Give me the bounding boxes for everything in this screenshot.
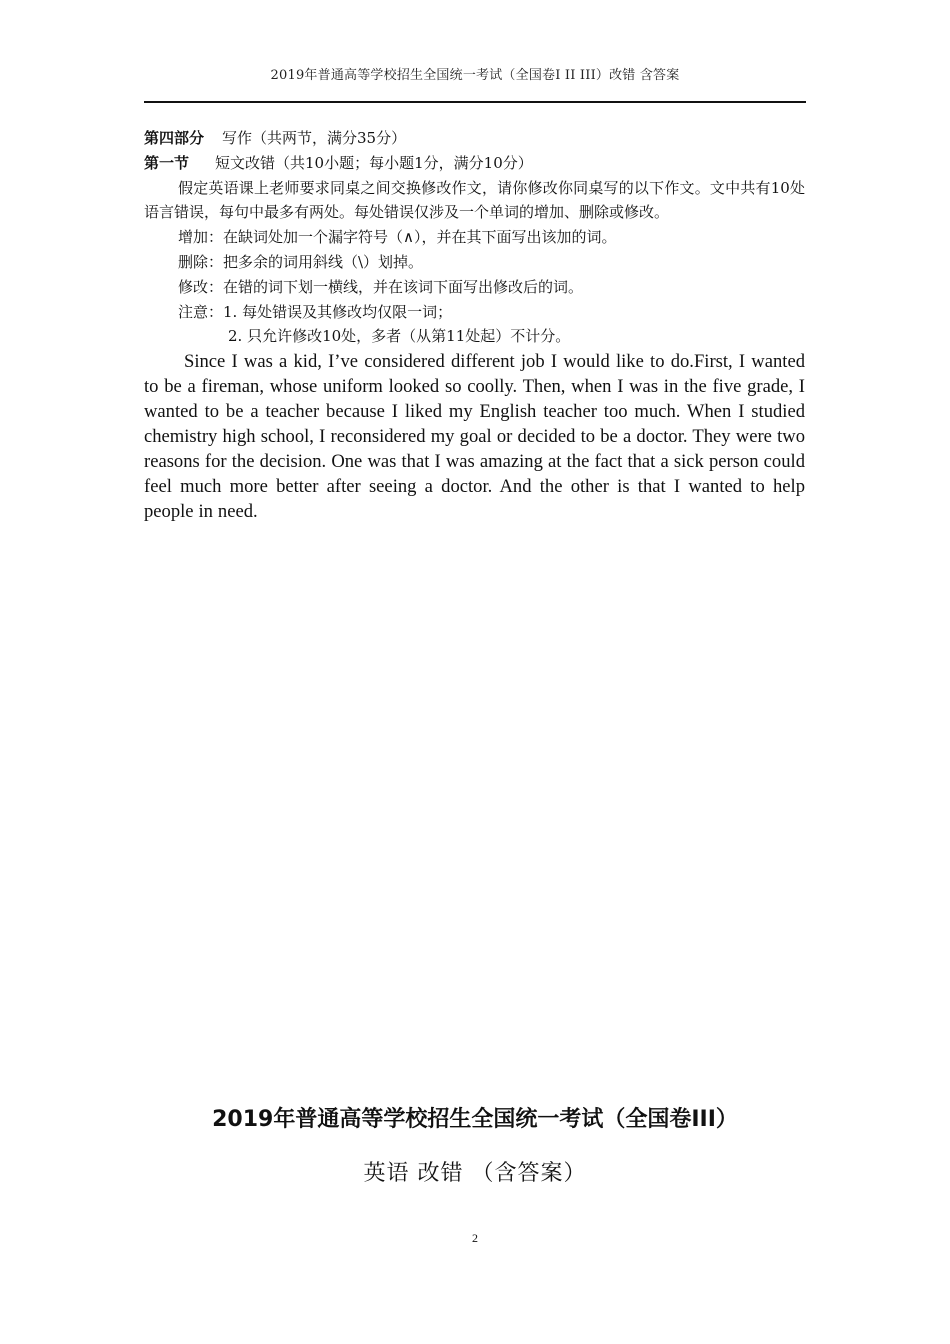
instruction-note-1: 注意：1. 每处错误及其修改均仅限一词； xyxy=(178,302,453,321)
page-number: 2 xyxy=(472,1231,478,1245)
part-description: 写作（共两节，满分35分） xyxy=(222,129,407,147)
instructions-intro: 假定英语课上老师要求同桌之间交换修改作文，请你修改你同桌写的以下作文。文中共有10处语言错误，每句中最多有两处。每处错误仅涉及一个单词的增加、删除或修改。 xyxy=(144,178,805,222)
instruction-delete: 删除：把多余的词用斜线（\）划掉。 xyxy=(178,252,424,271)
essay-passage: Since I was a kid, I’ve considered different job I would like to do.First, I wanted to be a fireman, whose uniform looked so coolly. Then, when I was in the five grade, I wanted to be a teacher because I liked my English teacher too much. When I studied chemistry high school, I reconsidered my goal or decided to be a doctor. They were two reasons for the decision. One was that I was amazing at the fact that a sick person could feel much more better after seeing a doctor. And the other is that I wanted to help people in need. xyxy=(144,351,805,523)
page-header: 2019年普通高等学校招生全国统一考试（全国卷Ⅰ II III）改错 含答案 xyxy=(270,68,680,83)
instruction-add: 增加：在缺词处加一个漏字符号（∧），并在其下面写出该加的词。 xyxy=(178,228,617,247)
section-heading xyxy=(144,151,805,176)
document-body xyxy=(144,126,805,524)
section-label: 第一节 xyxy=(144,153,190,172)
section-description: 短文改错（共10小题；每小题1分，满分10分） xyxy=(215,153,533,172)
part-heading xyxy=(144,126,805,151)
exam-subtitle: 英语 改错 （含答案） xyxy=(363,1161,587,1186)
instruction-note-2: 2. 只允许修改10处，多者（从第11处起）不计分。 xyxy=(228,327,571,346)
instruction-modify: 修改：在错的词下划一横线，并在该词下面写出修改后的词。 xyxy=(178,277,584,296)
exam-title: 2019年普通高等学校招生全国统一考试（全国卷III） xyxy=(212,1107,738,1132)
part-label: 第四部分 xyxy=(144,129,205,147)
header-divider xyxy=(144,101,806,103)
